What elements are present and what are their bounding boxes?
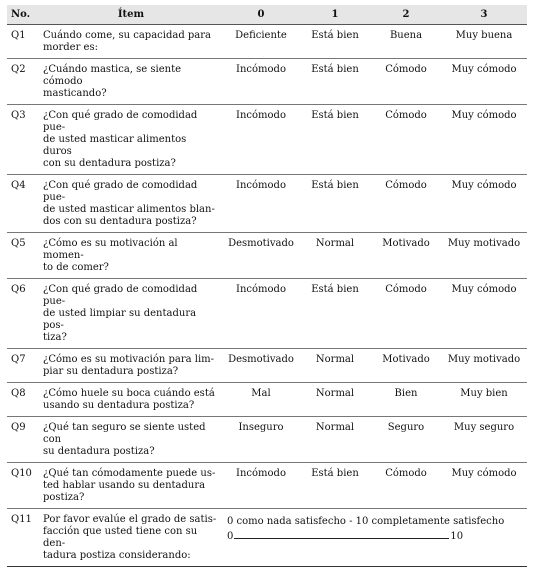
answer-option-0[interactable]: Inseguro [223, 417, 299, 463]
answer-option-1[interactable]: Normal [299, 349, 371, 383]
answer-option-1[interactable]: Está bien [299, 59, 371, 105]
answer-option-0[interactable]: Incómodo [223, 105, 299, 175]
answer-option-0[interactable]: Deficiente [223, 25, 299, 59]
question-text-line: postiza? [43, 492, 85, 503]
question-text [39, 59, 223, 105]
answer-option-2[interactable]: Motivado [371, 349, 441, 383]
question-number: Q5 [7, 233, 39, 279]
question-text [39, 105, 223, 175]
header-row [7, 5, 527, 25]
answer-option-2[interactable]: Cómodo [371, 463, 441, 509]
question-text [39, 233, 223, 279]
answer-option-1[interactable]: Está bien [299, 279, 371, 349]
answer-option-1[interactable]: Normal [299, 233, 371, 279]
question-text-line: ¿Cómo huele su boca cuándo está [43, 388, 215, 399]
question-text-line: ¿Qué tan cómodamente puede us- [43, 468, 216, 479]
answer-option-0[interactable]: Mal [223, 383, 299, 417]
answer-option-2[interactable]: Buena [371, 25, 441, 59]
question-text [39, 463, 223, 509]
question-text-line: ted hablar usando su dentadura [43, 480, 206, 491]
table-row [7, 279, 527, 349]
question-text-line: su dentadura postiza? [43, 446, 155, 457]
question-text-line: con su dentadura postiza? [43, 158, 176, 169]
question-text [39, 279, 223, 349]
answer-option-2[interactable]: Cómodo [371, 105, 441, 175]
satisfaction-scale [223, 509, 527, 567]
answer-option-2[interactable]: Cómodo [371, 175, 441, 233]
table-row [7, 463, 527, 509]
question-text-line: de usted masticar alimentos duros [43, 134, 187, 157]
question-text-line: tiza? [43, 332, 67, 343]
question-text-line: to de comer? [43, 262, 109, 273]
answer-option-0[interactable]: Incómodo [223, 59, 299, 105]
scale-description: 0 como nada satisfecho - 10 completamente satisfecho [227, 516, 505, 527]
answer-option-1[interactable]: Está bien [299, 105, 371, 175]
question-text-line: de usted limpiar su dentadura pos- [43, 308, 197, 331]
scale-line [227, 529, 523, 544]
table-row [7, 349, 527, 383]
answer-option-1[interactable]: Está bien [299, 175, 371, 233]
question-number: Q1 [7, 25, 39, 59]
header-item: Ítem [39, 5, 223, 25]
question-text-line: Cuándo come, su capacidad para [43, 30, 211, 41]
question-number: Q3 [7, 105, 39, 175]
answer-option-3[interactable]: Muy cómodo [441, 463, 527, 509]
scale-min-label: 0 [227, 531, 234, 542]
question-number: Q6 [7, 279, 39, 349]
question-text-line: facción que usted tiene con su den- [43, 526, 198, 549]
question-text [39, 349, 223, 383]
question-text-line: Por favor evalúe el grado de satis- [43, 514, 217, 525]
table-row [7, 25, 527, 59]
question-text [39, 509, 223, 567]
answer-option-2[interactable]: Cómodo [371, 59, 441, 105]
question-text-line: usando su dentadura postiza? [43, 400, 195, 411]
question-text-line: ¿Cuándo mastica, se siente cómodo [43, 64, 182, 87]
header-0: 0 [223, 5, 299, 25]
header-no: No. [7, 5, 39, 25]
table-row [7, 417, 527, 463]
question-number: Q7 [7, 349, 39, 383]
answer-option-3[interactable]: Muy bien [441, 383, 527, 417]
question-text-line: ¿Con qué grado de comodidad pue- [43, 180, 198, 203]
answer-option-3[interactable]: Muy cómodo [441, 105, 527, 175]
answer-option-3[interactable]: Muy motivado [441, 233, 527, 279]
answer-option-3[interactable]: Muy cómodo [441, 175, 527, 233]
answer-option-2[interactable]: Cómodo [371, 279, 441, 349]
answer-option-0[interactable]: Incómodo [223, 175, 299, 233]
question-text-line: dos con su dentadura postiza? [43, 216, 197, 227]
answer-option-3[interactable]: Muy seguro [441, 417, 527, 463]
question-text-line: ¿Con qué grado de comodidad pue- [43, 110, 198, 133]
question-text [39, 383, 223, 417]
question-text-line: ¿Cómo es su motivación al momen- [43, 238, 178, 261]
answer-option-1[interactable]: Está bien [299, 25, 371, 59]
header-2: 2 [371, 5, 441, 25]
table-row [7, 59, 527, 105]
table-header [7, 5, 527, 25]
answer-option-0[interactable]: Incómodo [223, 279, 299, 349]
answer-option-0[interactable]: Incómodo [223, 463, 299, 509]
table-row [7, 105, 527, 175]
header-1: 1 [299, 5, 371, 25]
scale-answer-line[interactable] [234, 529, 449, 539]
question-number: Q9 [7, 417, 39, 463]
table-body [7, 25, 527, 567]
answer-option-3[interactable]: Muy cómodo [441, 59, 527, 105]
question-text-line: ¿Qué tan seguro se siente usted con [43, 422, 206, 445]
question-text-line: tadura postiza considerando: [43, 550, 191, 561]
answer-option-0[interactable]: Desmotivado [223, 233, 299, 279]
question-text [39, 175, 223, 233]
table-row [7, 233, 527, 279]
answer-option-3[interactable]: Muy motivado [441, 349, 527, 383]
answer-option-3[interactable]: Muy cómodo [441, 279, 527, 349]
answer-option-1[interactable]: Está bien [299, 463, 371, 509]
question-number: Q4 [7, 175, 39, 233]
header-3: 3 [441, 5, 527, 25]
question-text-line: morder es: [43, 42, 98, 53]
answer-option-1[interactable]: Normal [299, 417, 371, 463]
answer-option-3[interactable]: Muy buena [441, 25, 527, 59]
question-number: Q10 [7, 463, 39, 509]
answer-option-0[interactable]: Desmotivado [223, 349, 299, 383]
question-text-line: ¿Con qué grado de comodidad pue- [43, 284, 198, 307]
scale-max-label: 10 [450, 531, 464, 542]
question-number: Q8 [7, 383, 39, 417]
question-text-line: piar su dentadura postiza? [43, 366, 179, 377]
table-row [7, 175, 527, 233]
question-text-line: masticando? [43, 88, 107, 99]
table-row-q11 [7, 509, 527, 567]
question-text-line: ¿Cómo es su motivación para lim- [43, 354, 215, 365]
table-row [7, 383, 527, 417]
question-text-line: de usted masticar alimentos blan- [43, 204, 215, 215]
question-number: Q2 [7, 59, 39, 105]
question-number: Q11 [7, 509, 39, 567]
answer-option-2[interactable]: Motivado [371, 233, 441, 279]
questionnaire-table [7, 5, 527, 567]
answer-option-2[interactable]: Seguro [371, 417, 441, 463]
question-text [39, 25, 223, 59]
question-text [39, 417, 223, 463]
answer-option-1[interactable]: Normal [299, 383, 371, 417]
answer-option-2[interactable]: Bien [371, 383, 441, 417]
